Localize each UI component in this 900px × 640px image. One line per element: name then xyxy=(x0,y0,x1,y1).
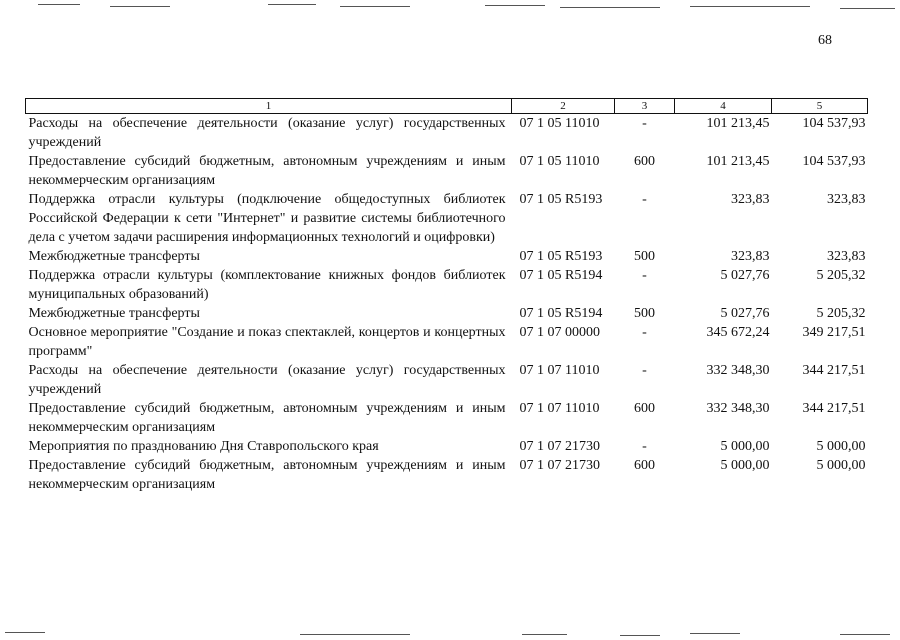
scan-artifact-line xyxy=(300,634,410,635)
row-code-cell: 07 1 07 21730 xyxy=(519,439,600,454)
row-type-cell: - xyxy=(642,116,647,131)
row-amount-col4-cell: 101 213,45 xyxy=(706,154,770,169)
row-amount-col5-cell: 323,83 xyxy=(827,249,866,264)
row-code-cell: 07 1 07 21730 xyxy=(519,458,600,473)
row-name-cell: Основное мероприятие "Создание и показ спектаклей, концертов и концертных программ" xyxy=(28,325,506,359)
row-name-cell: Предоставление субсидий бюджетным, автономным учреждениям и иным некоммерческим организациям xyxy=(28,401,506,435)
table-row xyxy=(26,323,868,361)
row-type-cell: 600 xyxy=(634,154,655,169)
row-name-cell: Поддержка отрасли культуры (комплектование книжных фондов библиотек муниципальных образований) xyxy=(28,268,506,302)
row-name-cell: Межбюджетные трансферты xyxy=(28,306,200,321)
row-code-cell: 07 1 05 R5194 xyxy=(519,268,603,283)
scan-artifact-line xyxy=(620,635,660,636)
row-amount-col5-cell: 104 537,93 xyxy=(802,116,866,131)
row-name-cell: Мероприятия по празднованию Дня Ставропольского края xyxy=(28,439,379,454)
scan-artifact-line xyxy=(690,633,740,634)
table-row xyxy=(26,114,868,153)
row-type-cell: - xyxy=(642,363,647,378)
row-name-cell: Расходы на обеспечение деятельности (оказание услуг) государственных учреждений xyxy=(28,363,506,397)
row-code-cell: 07 1 05 R5194 xyxy=(519,306,603,321)
row-amount-col4-cell: 345 672,24 xyxy=(706,325,770,340)
row-amount-col5-cell: 344 217,51 xyxy=(802,401,866,416)
row-code-cell: 07 1 07 11010 xyxy=(519,401,600,416)
row-name-cell: Предоставление субсидий бюджетным, автономным учреждениям и иным некоммерческим организациям xyxy=(28,154,506,188)
column-header-3: 3 xyxy=(615,99,675,114)
row-code-cell: 07 1 05 11010 xyxy=(519,154,600,169)
scan-artifact-line xyxy=(340,6,410,7)
row-amount-col4-cell: 5 000,00 xyxy=(720,458,770,473)
table-header-row xyxy=(26,99,868,114)
scan-artifact-line xyxy=(522,634,567,635)
table-row xyxy=(26,247,868,266)
row-code-cell: 07 1 07 11010 xyxy=(519,363,600,378)
row-amount-col4-cell: 323,83 xyxy=(731,249,770,264)
scan-artifact-line xyxy=(5,632,45,633)
table-row xyxy=(26,399,868,437)
row-type-cell: - xyxy=(642,268,647,283)
row-name-cell: Поддержка отрасли культуры (подключение общедоступных библиотек Российской Федерации к сети "Интернет" и развитие системы библиотечного дела с учетом задачи расширения информационных технологий и оцифровки) xyxy=(28,192,506,245)
table-row xyxy=(26,456,868,494)
column-header-2: 2 xyxy=(512,99,615,114)
row-code-cell: 07 1 05 11010 xyxy=(519,116,600,131)
scan-artifact-line xyxy=(38,4,80,5)
column-header-4: 4 xyxy=(675,99,772,114)
row-type-cell: - xyxy=(642,439,647,454)
row-amount-col4-cell: 5 027,76 xyxy=(720,306,770,321)
table-row xyxy=(26,437,868,456)
row-amount-col5-cell: 349 217,51 xyxy=(802,325,866,340)
row-amount-col5-cell: 5 000,00 xyxy=(816,439,866,454)
row-type-cell: 500 xyxy=(634,249,655,264)
row-amount-col5-cell: 5 000,00 xyxy=(816,458,866,473)
table-row xyxy=(26,304,868,323)
scan-artifact-line xyxy=(560,7,660,8)
scan-artifact-line xyxy=(840,634,890,635)
scan-artifact-line xyxy=(485,5,545,6)
row-code-cell: 07 1 07 00000 xyxy=(519,325,600,340)
budget-table xyxy=(25,98,868,494)
table-row xyxy=(26,266,868,304)
row-code-cell: 07 1 05 R5193 xyxy=(519,192,603,207)
row-name-cell: Расходы на обеспечение деятельности (оказание услуг) государственных учреждений xyxy=(28,116,506,150)
row-code-cell: 07 1 05 R5193 xyxy=(519,249,603,264)
table-row xyxy=(26,190,868,247)
row-amount-col5-cell: 5 205,32 xyxy=(816,306,866,321)
table-row xyxy=(26,152,868,190)
row-type-cell: - xyxy=(642,325,647,340)
scan-artifact-line xyxy=(690,6,810,7)
table-row xyxy=(26,361,868,399)
row-amount-col5-cell: 344 217,51 xyxy=(802,363,866,378)
row-amount-col4-cell: 332 348,30 xyxy=(706,401,770,416)
page-number: 68 xyxy=(818,33,832,48)
table-body xyxy=(26,114,868,495)
column-header-1: 1 xyxy=(26,99,512,114)
row-name-cell: Межбюджетные трансферты xyxy=(28,249,200,264)
row-amount-col4-cell: 323,83 xyxy=(731,192,770,207)
row-name-cell: Предоставление субсидий бюджетным, автономным учреждениям и иным некоммерческим организациям xyxy=(28,458,506,492)
row-type-cell: 600 xyxy=(634,401,655,416)
row-type-cell: - xyxy=(642,192,647,207)
row-amount-col5-cell: 5 205,32 xyxy=(816,268,866,283)
row-type-cell: 600 xyxy=(634,458,655,473)
column-header-5: 5 xyxy=(772,99,868,114)
scan-artifact-line xyxy=(110,6,170,7)
row-amount-col5-cell: 323,83 xyxy=(827,192,866,207)
row-type-cell: 500 xyxy=(634,306,655,321)
row-amount-col4-cell: 101 213,45 xyxy=(706,116,770,131)
row-amount-col4-cell: 5 000,00 xyxy=(720,439,770,454)
row-amount-col4-cell: 332 348,30 xyxy=(706,363,770,378)
row-amount-col5-cell: 104 537,93 xyxy=(802,154,866,169)
row-amount-col4-cell: 5 027,76 xyxy=(720,268,770,283)
scan-artifact-line xyxy=(840,8,895,9)
scan-artifact-line xyxy=(268,4,316,5)
